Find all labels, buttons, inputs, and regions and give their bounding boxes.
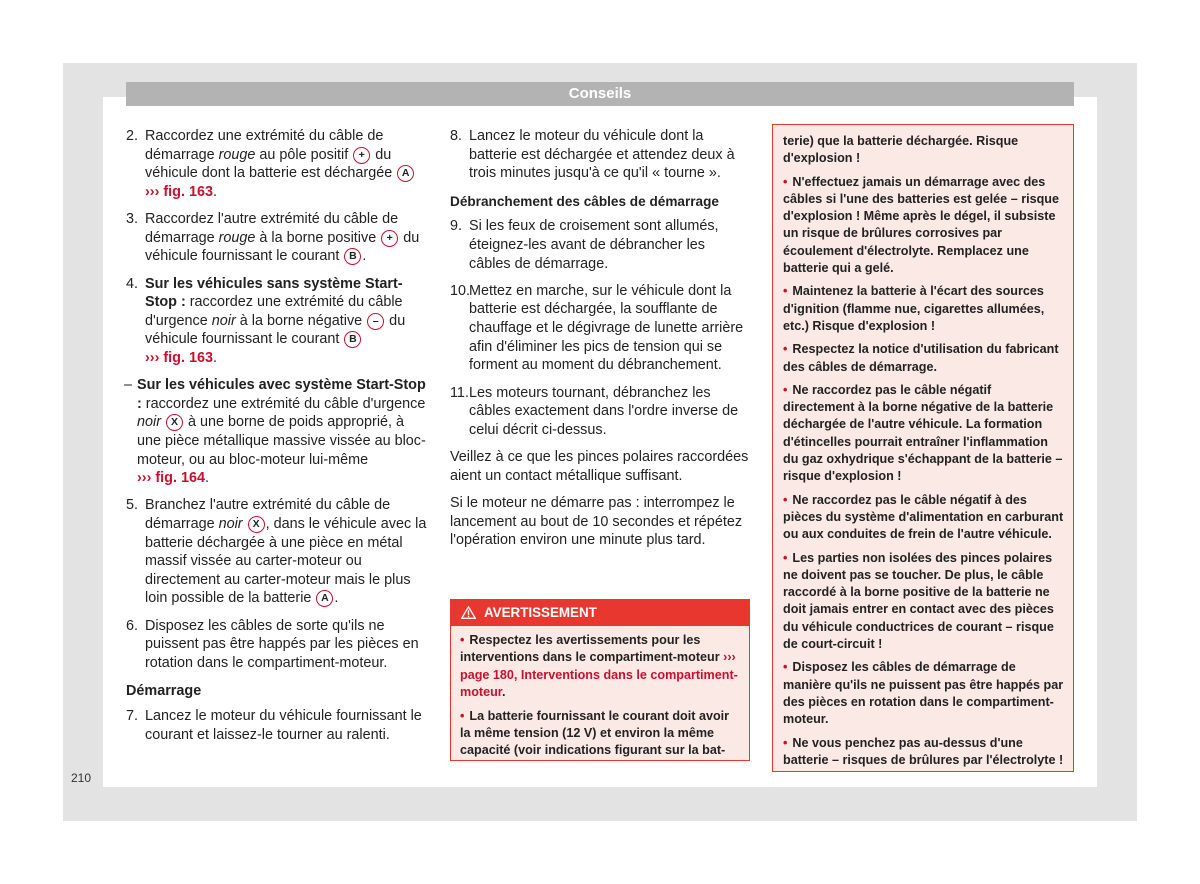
bullet-text: Disposez les câbles de démarrage de manière qu'ils ne puissent pas être happés par des pièces en rotation dans le compartiment-moteur. [783,660,1064,727]
text-segment: . [212,349,217,366]
warning-continuation-box [772,124,1074,772]
text-italic: noir [218,516,243,533]
label-b-symbol-icon: B [344,248,361,265]
text-segment: , dans le véhicule avec la batterie déchargée à une pièce en métal massif vissée au carter-moteur ou directement au carter-moteur mais le plus loin possible de la batterie [145,516,427,607]
step-text: Disposez les câbles de sorte qu'ils ne puissent pas être happés par les pièces en rotation dans le compartiment-moteur. [145,617,419,671]
text-bold: Sur les véhicules sans système Start-Stop : [145,275,403,311]
step-6 [126,617,428,673]
step-number: 5. [126,497,139,514]
minus-symbol-icon: – [367,313,384,330]
step-text: Lancez le moteur du véhicule dont la batterie est déchargée et attendez deux à trois minutes jusqu'à ce qu'il « tourne ». [469,128,735,182]
continuation-text: terie) que la batterie déchargée. Risque d'explosion ! [783,134,1019,166]
text-segment: à une borne de poids approprié, à une pièce métallique massive vissée au bloc-moteur, ou au bloc-moteur lui-même [137,414,426,468]
warning-bullet: • Respectez la notice d'utilisation du fabricant des câbles de démarrage. [783,342,1059,374]
bullet-text: Respectez la notice d'utilisation du fabricant des câbles de démarrage. [783,342,1059,374]
step-text: Mettez en marche, sur le véhicule dont la batterie est déchargée, la soufflante de chauffage et le dégivrage de lunette arrière afin d'éliminer les pics de tension qui se forment au moment du débranchement. [469,282,744,374]
warning-bullet: • N'effectuez jamais un démarrage avec des câbles si l'une des batteries est gelée – risque d'explosion ! Même après le dégel, il subsiste un risque de brûlures corrosives par écoulement d'électrolyte. Remplacez une batterie qui a gelé. [783,174,1059,276]
step-text [145,496,428,608]
bullet-text: Les parties non isolées des pinces polaires ne doivent pas se toucher. De plus, le câble raccordé à la borne positive de la batterie ne doit jamais entrer en contact avec des pièces du véhicule conductrices de courant – risque de court-circuit ! [783,550,1054,652]
text-segment: du véhicule fournissant le courant [145,312,406,348]
column-left [126,127,428,753]
warning-box [450,599,750,761]
plus-symbol-icon: + [353,147,370,164]
warning-body [451,626,749,760]
text-italic: rouge [218,146,256,163]
bullet-text: La batterie fournissant le courant doit avoir la même tension (12 V) et environ la même capacité (voir indications figurant sur la bat- [460,708,730,758]
step-text [145,127,428,201]
step-number: 10. [450,282,471,299]
step-text [145,210,428,266]
step-text: Lancez le moteur du véhicule fournissant le courant et laissez-le tourner au ralenti. [145,708,422,743]
step-number: 6. [126,617,139,634]
warning-bullet: • La batterie fournissant le courant doit avoir la même tension (12 V) et environ la même capacité (voir indications figurant sur la bat- [460,708,730,758]
text-segment: raccordez une extrémité du câble d'urgence [141,395,426,412]
warning-triangle-icon [461,602,476,628]
bullet-text: N'effectuez jamais un démarrage avec des câbles si l'une des batteries est gelée – risque d'explosion ! Même après le dégel, il subsiste un risque de brûlures corrosives par écoulement d'électrolyte. Remplacez une batterie qui a gelé. [783,174,1059,276]
text-segment: Raccordez l'autre extrémité du câble de démarrage [145,211,399,246]
text-segment: du véhicule fournissant le courant [145,229,420,265]
text-bold: Sur les véhicules avec système Start-Stop : [137,377,426,412]
warning-header [451,600,749,626]
figure-link[interactable]: ››› fig. 163 [145,349,213,366]
note-paragraph: Veillez à ce que les pinces polaires raccordées aient un contact métallique suffisant. [450,448,749,484]
step-number: 11. [450,384,469,401]
step-10 [450,282,750,375]
step-11 [450,384,750,440]
text-italic: noir [137,414,161,431]
note-paragraph: Si le moteur ne démarre pas : interrompez le lancement au bout de 10 secondes et répétez l'opération environ une minute plus tard. [450,495,743,549]
text-segment: Branchez l'autre extrémité du câble de démarrage [145,497,391,533]
text-segment: à la borne négative [235,312,367,329]
column-middle [450,127,750,559]
warning-bullet: • Respectez les avertissements pour les interventions dans le compartiment-moteur ››› page 180, Interventions dans le compartiment-moteur. [460,633,738,700]
text-segment: du véhicule dont la batterie est déchargée [145,146,397,182]
step-9 [450,217,750,273]
page-link[interactable]: ››› page 180, Interventions dans le compartiment-moteur [460,650,738,700]
label-b-symbol-icon: B [344,331,361,348]
step-text: Les moteurs tournant, débranchez les câbles exactement dans l'ordre inverse de celui décrit ci-dessus. [469,384,739,438]
subheading-debranchement: Débranchement des câbles de démarrage [450,193,719,209]
text-italic: rouge [218,229,256,246]
page-number: 210 [71,771,92,785]
step-dash [124,376,428,488]
text-segment: Raccordez une extrémité du câble de démarrage [145,128,384,163]
label-a-symbol-icon: A [397,165,414,182]
step-number: 2. [126,128,139,144]
bullet-text: Ne vous penchez pas au-dessus d'une batterie – risques de brûlures par l'électrolyte ! [783,735,1064,767]
bullet-text: Maintenez la batterie à l'écart des sources d'ignition (flamme nue, cigarettes allumées, etc.) Risque d'explosion ! [783,284,1045,333]
step-number: 9. [450,218,463,235]
warning-bullet: • Maintenez la batterie à l'écart des sources d'ignition (flamme nue, cigarettes allumées, etc.) Risque d'explosion ! [783,284,1045,333]
text-segment: au pôle positif [255,146,353,163]
step-4 [126,275,428,368]
step-3 [126,210,428,266]
text-segment: à la borne positive [255,229,381,246]
figure-link[interactable]: ››› fig. 164 [137,470,205,487]
step-8 [450,127,750,183]
subheading-demarrage: Démarrage [126,683,202,700]
label-x-symbol-icon: X [166,414,183,431]
text-segment: raccordez une extrémité du câble d'urgence [145,294,403,329]
text-segment: . [204,470,209,487]
label-x-symbol-icon: X [248,516,265,533]
bullet-text: Ne raccordez pas le câble négatif directement à la borne négative de la batterie déchargée de l'autre véhicule. La formation d'étincelles pourrait entraîner l'inflammation du gaz oxhydrique s'échappant de la batterie – risque d'explosion ! [783,382,1063,484]
text-segment: . [212,183,217,200]
step-number: 3. [126,211,139,228]
warning-bullet: • Ne raccordez pas le câble négatif directement à la borne négative de la batterie déchargée de l'autre véhicule. La formation d'étincelles pourrait entraîner l'inflammation du gaz oxhydrique s'échappant de la batterie – risque d'explosion ! [783,382,1063,484]
bullet-text: Respectez les avertissements pour les interventions dans le compartiment-moteur [460,633,720,665]
plus-symbol-icon: + [381,230,398,247]
step-text [145,275,428,368]
text-segment: . [502,685,506,700]
text-segment: . [334,590,339,607]
step-number: 8. [450,128,463,144]
step-number: 7. [126,708,139,725]
figure-link[interactable]: ››› fig. 163 [145,183,213,200]
step-7 [126,707,428,744]
warning-bullet: • Disposez les câbles de démarrage de manière qu'ils ne puissent pas être happés par des pièces en rotation dans le compartiment-moteur. [783,660,1064,727]
step-5 [126,496,428,608]
text-segment: . [362,248,367,265]
warning-title: AVERTISSEMENT [484,605,597,620]
warning-bullet: • Les parties non isolées des pinces polaires ne doivent pas se toucher. De plus, le câble raccordé à la borne positive de la batterie ne doit jamais entrer en contact avec des pièces du véhicule conductrices de courant – risque de court-circuit ! [783,550,1054,652]
step-text: Si les feux de croisement sont allumés, éteignez-les avant de débrancher les câbles de démarrage. [469,218,719,272]
text-italic: noir [211,312,236,329]
step-2 [126,127,428,201]
section-header: Conseils [126,82,1074,106]
warning-bullet: • Ne raccordez pas le câble négatif à des pièces du système d'alimentation en carburant ou aux conduites de frein de l'autre véhicule. [783,492,1064,542]
bullet-text: Ne raccordez pas le câble négatif à des pièces du système d'alimentation en carburant ou aux conduites de frein de l'autre véhicule. [783,492,1064,542]
warning-bullet: • Ne vous penchez pas au-dessus d'une batterie – risques de brûlures par l'électrolyte ! [783,735,1064,767]
step-text [137,376,428,488]
step-dash-mark: – [124,377,133,394]
label-a-symbol-icon: A [316,590,333,607]
step-number: 4. [126,275,139,292]
